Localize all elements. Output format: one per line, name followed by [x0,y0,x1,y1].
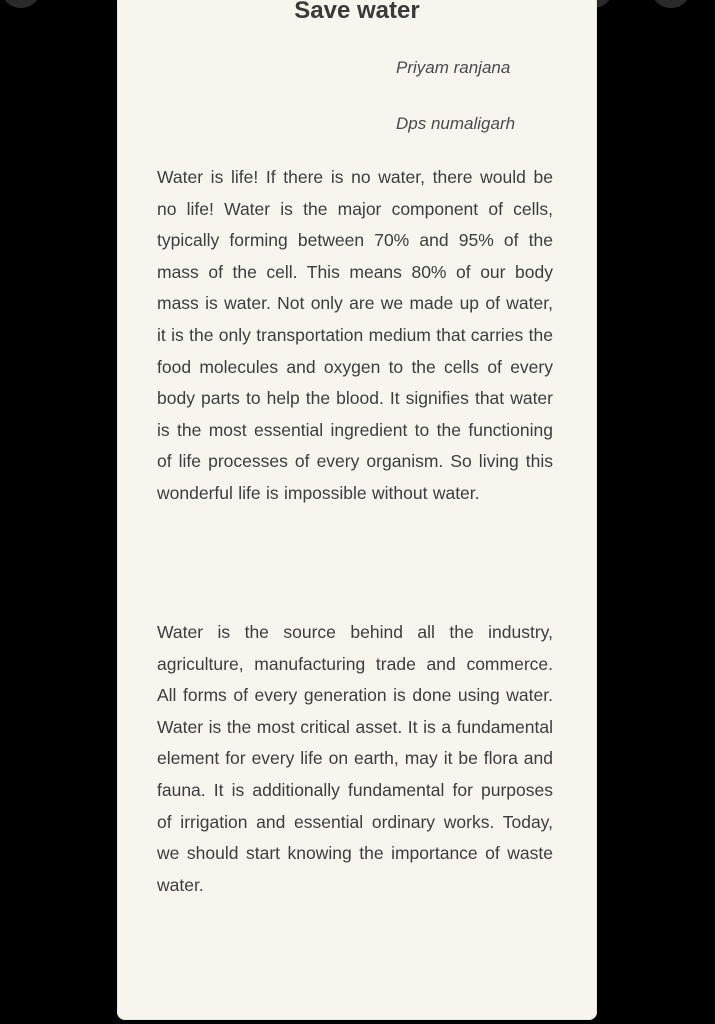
author-name: Priyam ranjana [396,58,511,77]
document-page [117,0,597,1020]
paragraph: Water is life! If there is no water, there would be no life! Water is the major component of cells, typically forming between 70% and 95% of the mass of the cell. This means 80% of our body mass is water. Not only are we made up of water, it is the only transportation medium that carries the food molecules and oxygen to the cells of every body parts to help the blood. It signifies that water is the most essential ingredient to the functioning of life processes of every organism. So living this wonderful life is impossible without water. [157,167,553,503]
school-name: Dps numaligarh [396,114,516,133]
back-button[interactable] [2,0,40,8]
page-title: Save water [294,0,420,24]
menu-button[interactable] [652,0,690,8]
paragraph: Water is the source behind all the industry, agriculture, manufacturing trade and commerce. All forms of every generation is done using water. Water is the most critical asset. It is a fundamental element for every life on earth, may it be flora and fauna. It is additionally fundamental for purposes of irrigation and essential ordinary works. Today, we should start knowing the importance of waste water. [157,622,553,895]
